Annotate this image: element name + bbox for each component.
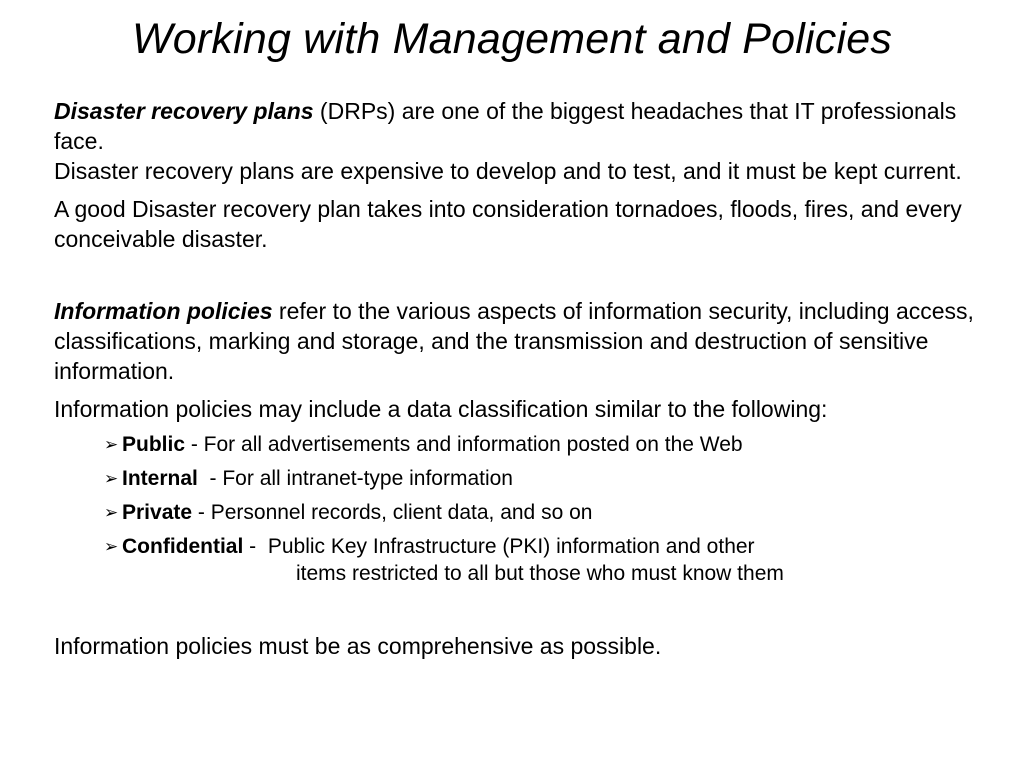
classification-internal	[122, 465, 989, 493]
classification-public	[122, 431, 989, 459]
drp-term: Disaster recovery plans	[54, 98, 314, 124]
classification-confidential	[122, 533, 989, 587]
list-item	[104, 499, 989, 527]
list-item	[104, 465, 989, 493]
classification-list	[54, 431, 989, 587]
info-policies-term: Information policies	[54, 298, 273, 324]
classification-description: - Personnel records, client data, and so on	[192, 501, 593, 524]
classification-term: Confidential	[122, 535, 244, 558]
classification-description: - For all advertisements and information posted on the Web	[185, 433, 743, 456]
drp-intro-text: (DRPs) are one of the biggest headaches that IT professionals face.	[54, 98, 957, 154]
classification-continuation: items restricted to all but those who must know them	[296, 562, 784, 585]
info-policies-text: refer to the various aspects of information security, including access, classifications, marking and storage, and the transmission and destruction of sensitive information.	[54, 298, 974, 384]
classification-intro-paragraph: Information policies may include a data classification similar to the following:	[54, 396, 828, 422]
arrow-bullet-icon: ➢	[104, 503, 119, 522]
classification-term: Private	[122, 501, 193, 524]
drp-intro-paragraph	[54, 96, 989, 186]
classification-description: - Public Key Infrastructure (PKI) information and other	[243, 535, 755, 558]
classification-term: Public	[122, 433, 186, 456]
arrow-bullet-icon: ➢	[104, 469, 119, 488]
arrow-bullet-icon: ➢	[104, 537, 119, 556]
classification-term: Internal	[122, 467, 198, 490]
info-policies-paragraph	[54, 296, 989, 386]
slide-title: Working with Management and Policies	[131, 15, 893, 63]
list-item	[104, 431, 989, 459]
classification-description: - For all intranet-type information	[197, 467, 513, 490]
list-item	[104, 533, 989, 587]
slide-body	[54, 96, 989, 661]
closing-paragraph: Information policies must be as comprehensive as possible.	[54, 633, 662, 659]
arrow-bullet-icon: ➢	[104, 435, 119, 454]
classification-private	[122, 499, 989, 527]
drp-cost-text: Disaster recovery plans are expensive to develop and to test, and it must be kept current.	[54, 158, 962, 184]
drp-scope-paragraph: A good Disaster recovery plan takes into consideration tornadoes, floods, fires, and every conceivable disaster.	[54, 196, 962, 252]
